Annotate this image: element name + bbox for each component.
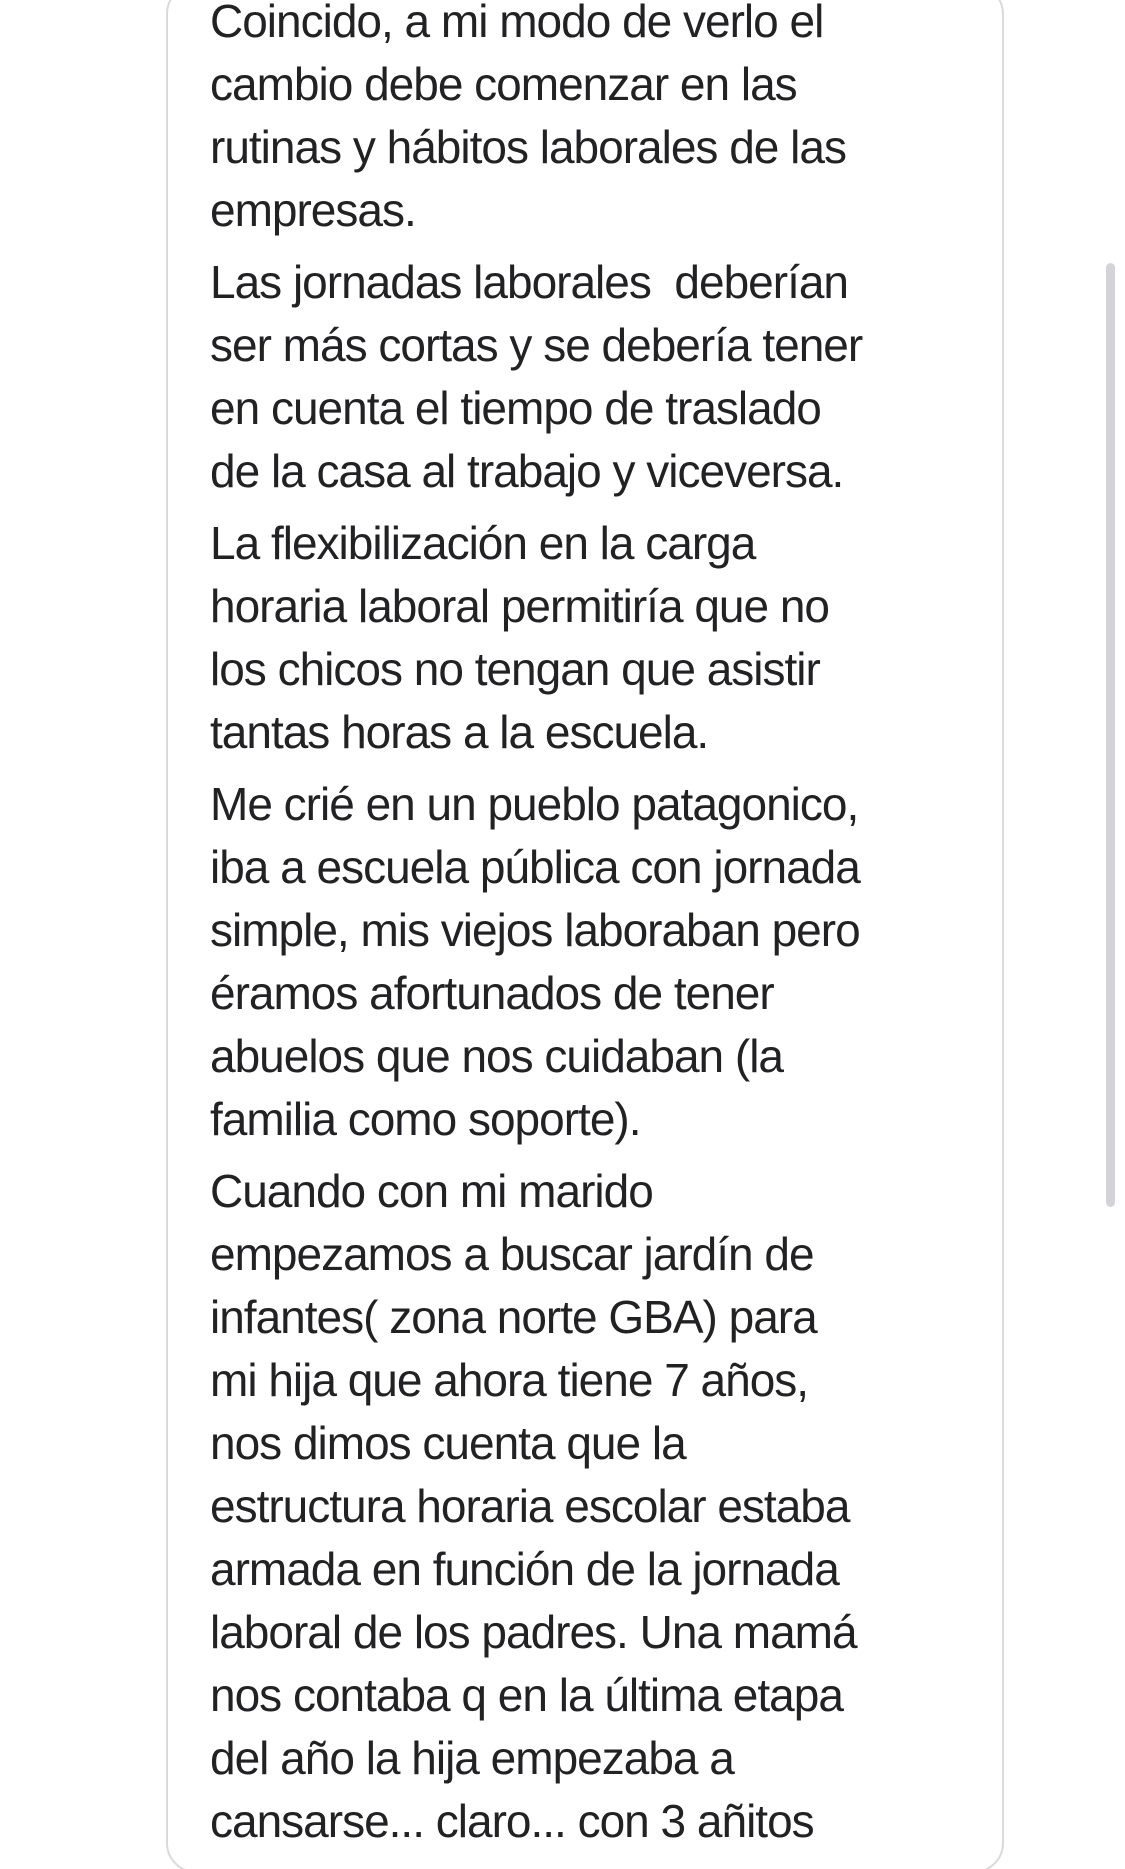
comment-line: cambio debe comenzar en las bbox=[210, 58, 797, 110]
comment-line: mi hija que ahora tiene 7 años, bbox=[210, 1354, 809, 1406]
comment-paragraph bbox=[210, 0, 1000, 242]
comment-text bbox=[210, 0, 1000, 1853]
comment-line: armada en función de la jornada bbox=[210, 1543, 839, 1595]
comment-line: nos contaba q en la última etapa bbox=[210, 1669, 843, 1721]
comment-paragraph bbox=[210, 773, 1000, 1151]
comment-line: laboral de los padres. Una mamá bbox=[210, 1606, 857, 1658]
comment-line: de la casa al trabajo y viceversa. bbox=[210, 445, 844, 497]
comment-line: éramos afortunados de tener bbox=[210, 967, 774, 1019]
comment-line: Cuando con mi marido bbox=[210, 1165, 653, 1217]
comment-line: rutinas y hábitos laborales de las bbox=[210, 121, 846, 173]
comment-line: familia como soporte). bbox=[210, 1093, 641, 1145]
comment-paragraph bbox=[210, 251, 1000, 503]
comment-line: empresas. bbox=[210, 184, 416, 236]
comment-paragraph bbox=[210, 512, 1000, 764]
comment-line: cansarse... claro... con 3 añitos bbox=[210, 1795, 814, 1847]
comment-line: Las jornadas laborales deberían bbox=[210, 256, 849, 308]
comment-line: abuelos que nos cuidaban (la bbox=[210, 1030, 784, 1082]
comment-line: Coincido, a mi modo de verlo el bbox=[210, 0, 824, 47]
comment-line: iba a escuela pública con jornada bbox=[210, 841, 860, 893]
comment-line: horaria laboral permitiría que no bbox=[210, 580, 830, 632]
comment-line: empezamos a buscar jardín de bbox=[210, 1228, 814, 1280]
comment-line: del año la hija empezaba a bbox=[210, 1732, 734, 1784]
comment-line: en cuenta el tiempo de traslado bbox=[210, 382, 821, 434]
comment-line: tantas horas a la escuela. bbox=[210, 706, 709, 758]
comment-line: los chicos no tengan que asistir bbox=[210, 643, 820, 695]
comment-line: Me crié en un pueblo patagonico, bbox=[210, 778, 859, 830]
comment-line: nos dimos cuenta que la bbox=[210, 1417, 686, 1469]
comment-line: infantes( zona norte GBA) para bbox=[210, 1291, 817, 1343]
comment-paragraph bbox=[210, 1160, 1000, 1853]
comment-line: ser más cortas y se debería tener bbox=[210, 319, 863, 371]
scrollbar-thumb[interactable] bbox=[1106, 263, 1115, 1207]
comment-line: La flexibilización en la carga bbox=[210, 517, 756, 569]
comment-line: simple, mis viejos laboraban pero bbox=[210, 904, 860, 956]
comment-line: estructura horaria escolar estaba bbox=[210, 1480, 850, 1532]
